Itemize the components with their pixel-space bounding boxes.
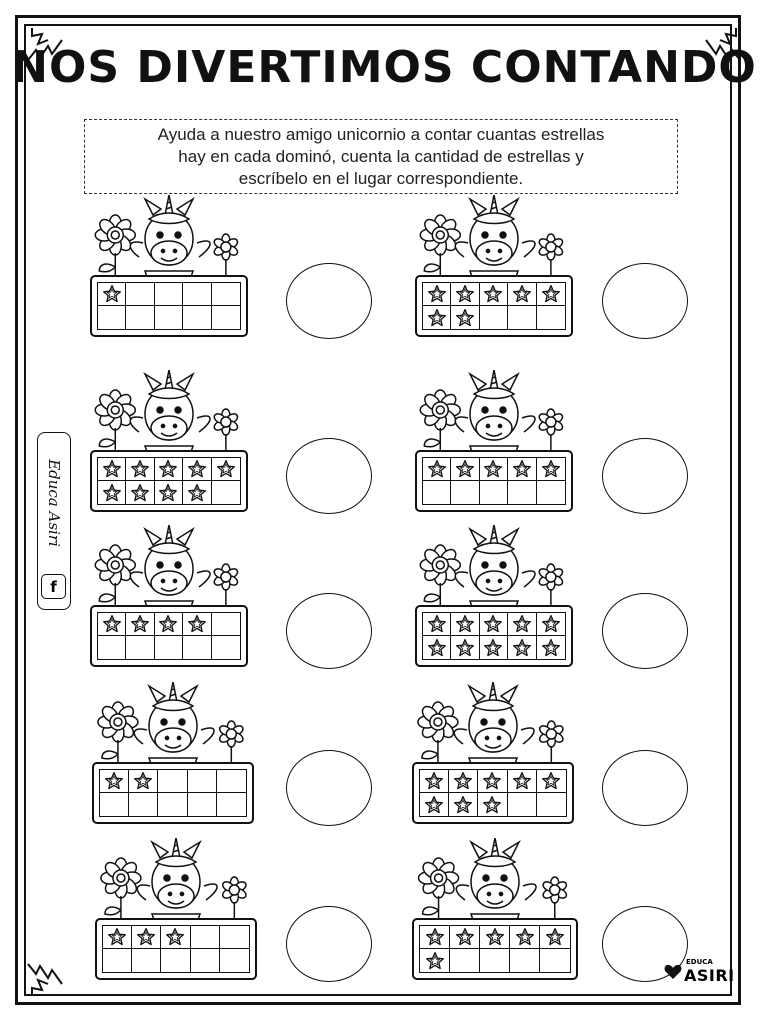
ten-frame-cell [537, 636, 565, 659]
ten-frame-cell [508, 481, 536, 504]
ten-frame-cell [212, 481, 240, 504]
star-icon [102, 614, 122, 634]
ten-frame-cell [98, 283, 126, 306]
ten-frame-cell [155, 458, 183, 481]
star-icon [102, 284, 122, 304]
ten-frame-cell [155, 636, 183, 659]
ten-frame-cell [450, 926, 480, 949]
star-icon [541, 771, 561, 791]
ten-frame-cell [212, 306, 240, 329]
ten-frame-cell [155, 283, 183, 306]
star-icon [130, 614, 150, 634]
ten-frame-cell [126, 458, 154, 481]
star-icon [482, 771, 502, 791]
ten-frame [415, 275, 573, 337]
ten-frame-cell [451, 481, 479, 504]
star-icon [425, 927, 445, 947]
ten-frame-cell [451, 636, 479, 659]
star-icon [427, 614, 447, 634]
ten-frame-cell [449, 793, 478, 816]
ten-frame-cell [537, 306, 565, 329]
heart-icon [664, 964, 682, 980]
star-icon [453, 795, 473, 815]
ten-frame-cell [537, 283, 565, 306]
star-icon [133, 771, 153, 791]
ten-frame-cell [129, 793, 158, 816]
ten-frame-cell [98, 458, 126, 481]
ten-frame-cell [423, 636, 451, 659]
ten-frame-cell [420, 926, 450, 949]
star-icon [453, 771, 473, 791]
ten-frame-cell [480, 949, 510, 972]
ten-frame-cell [420, 770, 449, 793]
unicorn-illustration [415, 370, 573, 452]
ten-frame-cell [126, 283, 154, 306]
ten-frame-cell [508, 793, 537, 816]
ten-frame [92, 762, 254, 824]
ten-frame-cell [212, 283, 240, 306]
ten-frame-cell [183, 636, 211, 659]
ten-frame-grid [422, 612, 566, 660]
star-icon [130, 483, 150, 503]
ten-frame [412, 918, 578, 980]
ten-frame-grid [97, 612, 241, 660]
ten-frame-cell [126, 481, 154, 504]
ten-frame-cell [480, 283, 508, 306]
ten-frame-cell [478, 793, 507, 816]
star-icon [136, 927, 156, 947]
ten-frame-cell [217, 770, 246, 793]
ten-frame-cell [158, 793, 187, 816]
star-icon [424, 795, 444, 815]
ten-frame [415, 605, 573, 667]
counting-item-9 [95, 838, 257, 982]
ten-frame-cell [510, 949, 540, 972]
ten-frame-cell [212, 636, 240, 659]
ten-frame [90, 275, 248, 337]
counting-item-10 [412, 838, 578, 982]
counting-item-5 [90, 525, 248, 669]
star-icon [483, 459, 503, 479]
ten-frame-cell [423, 306, 451, 329]
ten-frame-cell [423, 481, 451, 504]
ten-frame-cell [420, 793, 449, 816]
star-icon [541, 459, 561, 479]
ten-frame-grid [97, 282, 241, 330]
ten-frame-cell [451, 613, 479, 636]
ten-frame-cell [183, 481, 211, 504]
star-icon [158, 483, 178, 503]
ten-frame-cell [103, 926, 132, 949]
star-icon [187, 459, 207, 479]
unicorn-illustration [415, 195, 573, 277]
instructions-line-2: hay en cada dominó, cuenta la cantidad de estrellas y [178, 147, 584, 166]
ten-frame-cell [98, 306, 126, 329]
instructions-line-1: Ayuda a nuestro amigo unicornio a contar cuantas estrellas [157, 125, 605, 144]
side-tag-text-box [40, 438, 68, 568]
ten-frame-grid [422, 457, 566, 505]
answer-circle-3[interactable] [286, 438, 372, 514]
ten-frame-cell [183, 283, 211, 306]
ten-frame-cell [191, 926, 220, 949]
star-icon [455, 927, 475, 947]
star-icon [187, 614, 207, 634]
star-icon [165, 927, 185, 947]
ten-frame-cell [191, 949, 220, 972]
ten-frame-cell [155, 306, 183, 329]
counting-item-2 [415, 195, 573, 339]
ten-frame [90, 605, 248, 667]
star-icon [102, 459, 122, 479]
ten-frame-cell [537, 481, 565, 504]
answer-circle-9[interactable] [286, 906, 372, 982]
ten-frame-cell [217, 793, 246, 816]
star-icon [455, 459, 475, 479]
facebook-icon: f [41, 574, 66, 599]
star-icon [427, 638, 447, 658]
ten-frame-cell [508, 770, 537, 793]
star-icon [483, 284, 503, 304]
ten-frame-cell [480, 636, 508, 659]
ten-frame-cell [508, 306, 536, 329]
answer-circle-7[interactable] [286, 750, 372, 826]
ten-frame [415, 450, 573, 512]
star-icon [427, 284, 447, 304]
ten-frame-cell [103, 949, 132, 972]
ten-frame-cell [508, 283, 536, 306]
ten-frame-cell [100, 770, 129, 793]
ten-frame-cell [158, 770, 187, 793]
star-icon [158, 459, 178, 479]
ten-frame-cell [510, 926, 540, 949]
answer-circle-4[interactable] [602, 438, 688, 514]
ten-frame-cell [98, 481, 126, 504]
star-icon [425, 951, 445, 971]
unicorn-illustration [90, 370, 248, 452]
ten-frame-grid [419, 769, 567, 817]
logo-small-text: EDUCA [686, 958, 713, 966]
ten-frame-grid [419, 925, 571, 973]
star-icon [187, 483, 207, 503]
ten-frame-cell [451, 306, 479, 329]
ten-frame-cell [423, 458, 451, 481]
ten-frame-cell [220, 949, 249, 972]
star-icon [483, 614, 503, 634]
ten-frame-cell [183, 306, 211, 329]
star-icon [427, 459, 447, 479]
ten-frame-cell [126, 636, 154, 659]
star-icon [512, 638, 532, 658]
unicorn-illustration [92, 682, 254, 764]
ten-frame-cell [478, 770, 507, 793]
brand-logo [662, 958, 735, 990]
corner-zigzag-bottom-left [26, 958, 66, 998]
ten-frame-cell [480, 926, 510, 949]
ten-frame-cell [508, 458, 536, 481]
ten-frame-cell [100, 793, 129, 816]
star-icon [455, 284, 475, 304]
ten-frame-cell [480, 458, 508, 481]
ten-frame-cell [508, 636, 536, 659]
star-icon [427, 308, 447, 328]
unicorn-illustration [90, 195, 248, 277]
ten-frame-cell [98, 613, 126, 636]
star-icon [158, 614, 178, 634]
ten-frame [95, 918, 257, 980]
unicorn-illustration [412, 682, 574, 764]
ten-frame-cell [212, 458, 240, 481]
ten-frame-cell [161, 949, 190, 972]
star-icon [512, 459, 532, 479]
answer-circle-6[interactable] [602, 593, 688, 669]
star-icon [216, 459, 236, 479]
star-icon [104, 771, 124, 791]
unicorn-illustration [95, 838, 257, 920]
ten-frame-cell [188, 770, 217, 793]
ten-frame-cell [188, 793, 217, 816]
star-icon [512, 284, 532, 304]
ten-frame-cell [98, 636, 126, 659]
ten-frame-cell [480, 306, 508, 329]
counting-item-6 [415, 525, 573, 669]
ten-frame-grid [102, 925, 250, 973]
ten-frame-cell [423, 613, 451, 636]
counting-item-3 [90, 370, 248, 514]
answer-circle-2[interactable] [602, 263, 688, 339]
ten-frame-cell [540, 949, 570, 972]
counting-item-8 [412, 682, 574, 826]
star-icon [512, 771, 532, 791]
ten-frame-cell [183, 458, 211, 481]
logo-big-text: ASIRI [684, 966, 735, 985]
star-icon [485, 927, 505, 947]
star-icon [130, 459, 150, 479]
ten-frame-grid [99, 769, 247, 817]
counting-item-1 [90, 195, 248, 339]
ten-frame-cell [449, 770, 478, 793]
star-icon [515, 927, 535, 947]
ten-frame-cell [540, 926, 570, 949]
star-icon [541, 638, 561, 658]
star-icon [541, 284, 561, 304]
ten-frame-cell [132, 949, 161, 972]
answer-circle-1[interactable] [286, 263, 372, 339]
ten-frame-cell [508, 613, 536, 636]
ten-frame-cell [537, 613, 565, 636]
ten-frame-cell [126, 306, 154, 329]
star-icon [424, 771, 444, 791]
counting-item-7 [92, 682, 254, 826]
star-icon [455, 638, 475, 658]
ten-frame-grid [422, 282, 566, 330]
counting-item-4 [415, 370, 573, 514]
ten-frame-cell [129, 770, 158, 793]
ten-frame-cell [155, 613, 183, 636]
ten-frame-cell [451, 458, 479, 481]
ten-frame-cell [537, 770, 566, 793]
ten-frame-cell [451, 283, 479, 306]
star-icon [107, 927, 127, 947]
ten-frame-cell [220, 926, 249, 949]
ten-frame-cell [132, 926, 161, 949]
ten-frame-cell [126, 613, 154, 636]
side-tag-text: Educa Asiri [45, 459, 63, 547]
instructions-line-3: escríbelo en el lugar correspondiente. [238, 169, 524, 188]
star-icon [512, 614, 532, 634]
unicorn-illustration [415, 525, 573, 607]
ten-frame-cell [480, 481, 508, 504]
star-icon [482, 795, 502, 815]
star-icon [102, 483, 122, 503]
ten-frame-cell [420, 949, 450, 972]
instructions-box [84, 119, 678, 194]
page-title: NOS DIVERTIMOS CONTANDO [11, 42, 757, 93]
ten-frame-cell [480, 613, 508, 636]
answer-circle-8[interactable] [602, 750, 688, 826]
star-icon [483, 638, 503, 658]
ten-frame-cell [423, 283, 451, 306]
ten-frame [412, 762, 574, 824]
star-icon [455, 308, 475, 328]
ten-frame [90, 450, 248, 512]
star-icon [541, 614, 561, 634]
ten-frame-cell [537, 458, 565, 481]
ten-frame-cell [212, 613, 240, 636]
ten-frame-cell [450, 949, 480, 972]
ten-frame-grid [97, 457, 241, 505]
ten-frame-cell [183, 613, 211, 636]
unicorn-illustration [412, 838, 578, 920]
unicorn-illustration [90, 525, 248, 607]
star-icon [455, 614, 475, 634]
ten-frame-cell [537, 793, 566, 816]
ten-frame-cell [155, 481, 183, 504]
star-icon [545, 927, 565, 947]
ten-frame-cell [161, 926, 190, 949]
answer-circle-5[interactable] [286, 593, 372, 669]
